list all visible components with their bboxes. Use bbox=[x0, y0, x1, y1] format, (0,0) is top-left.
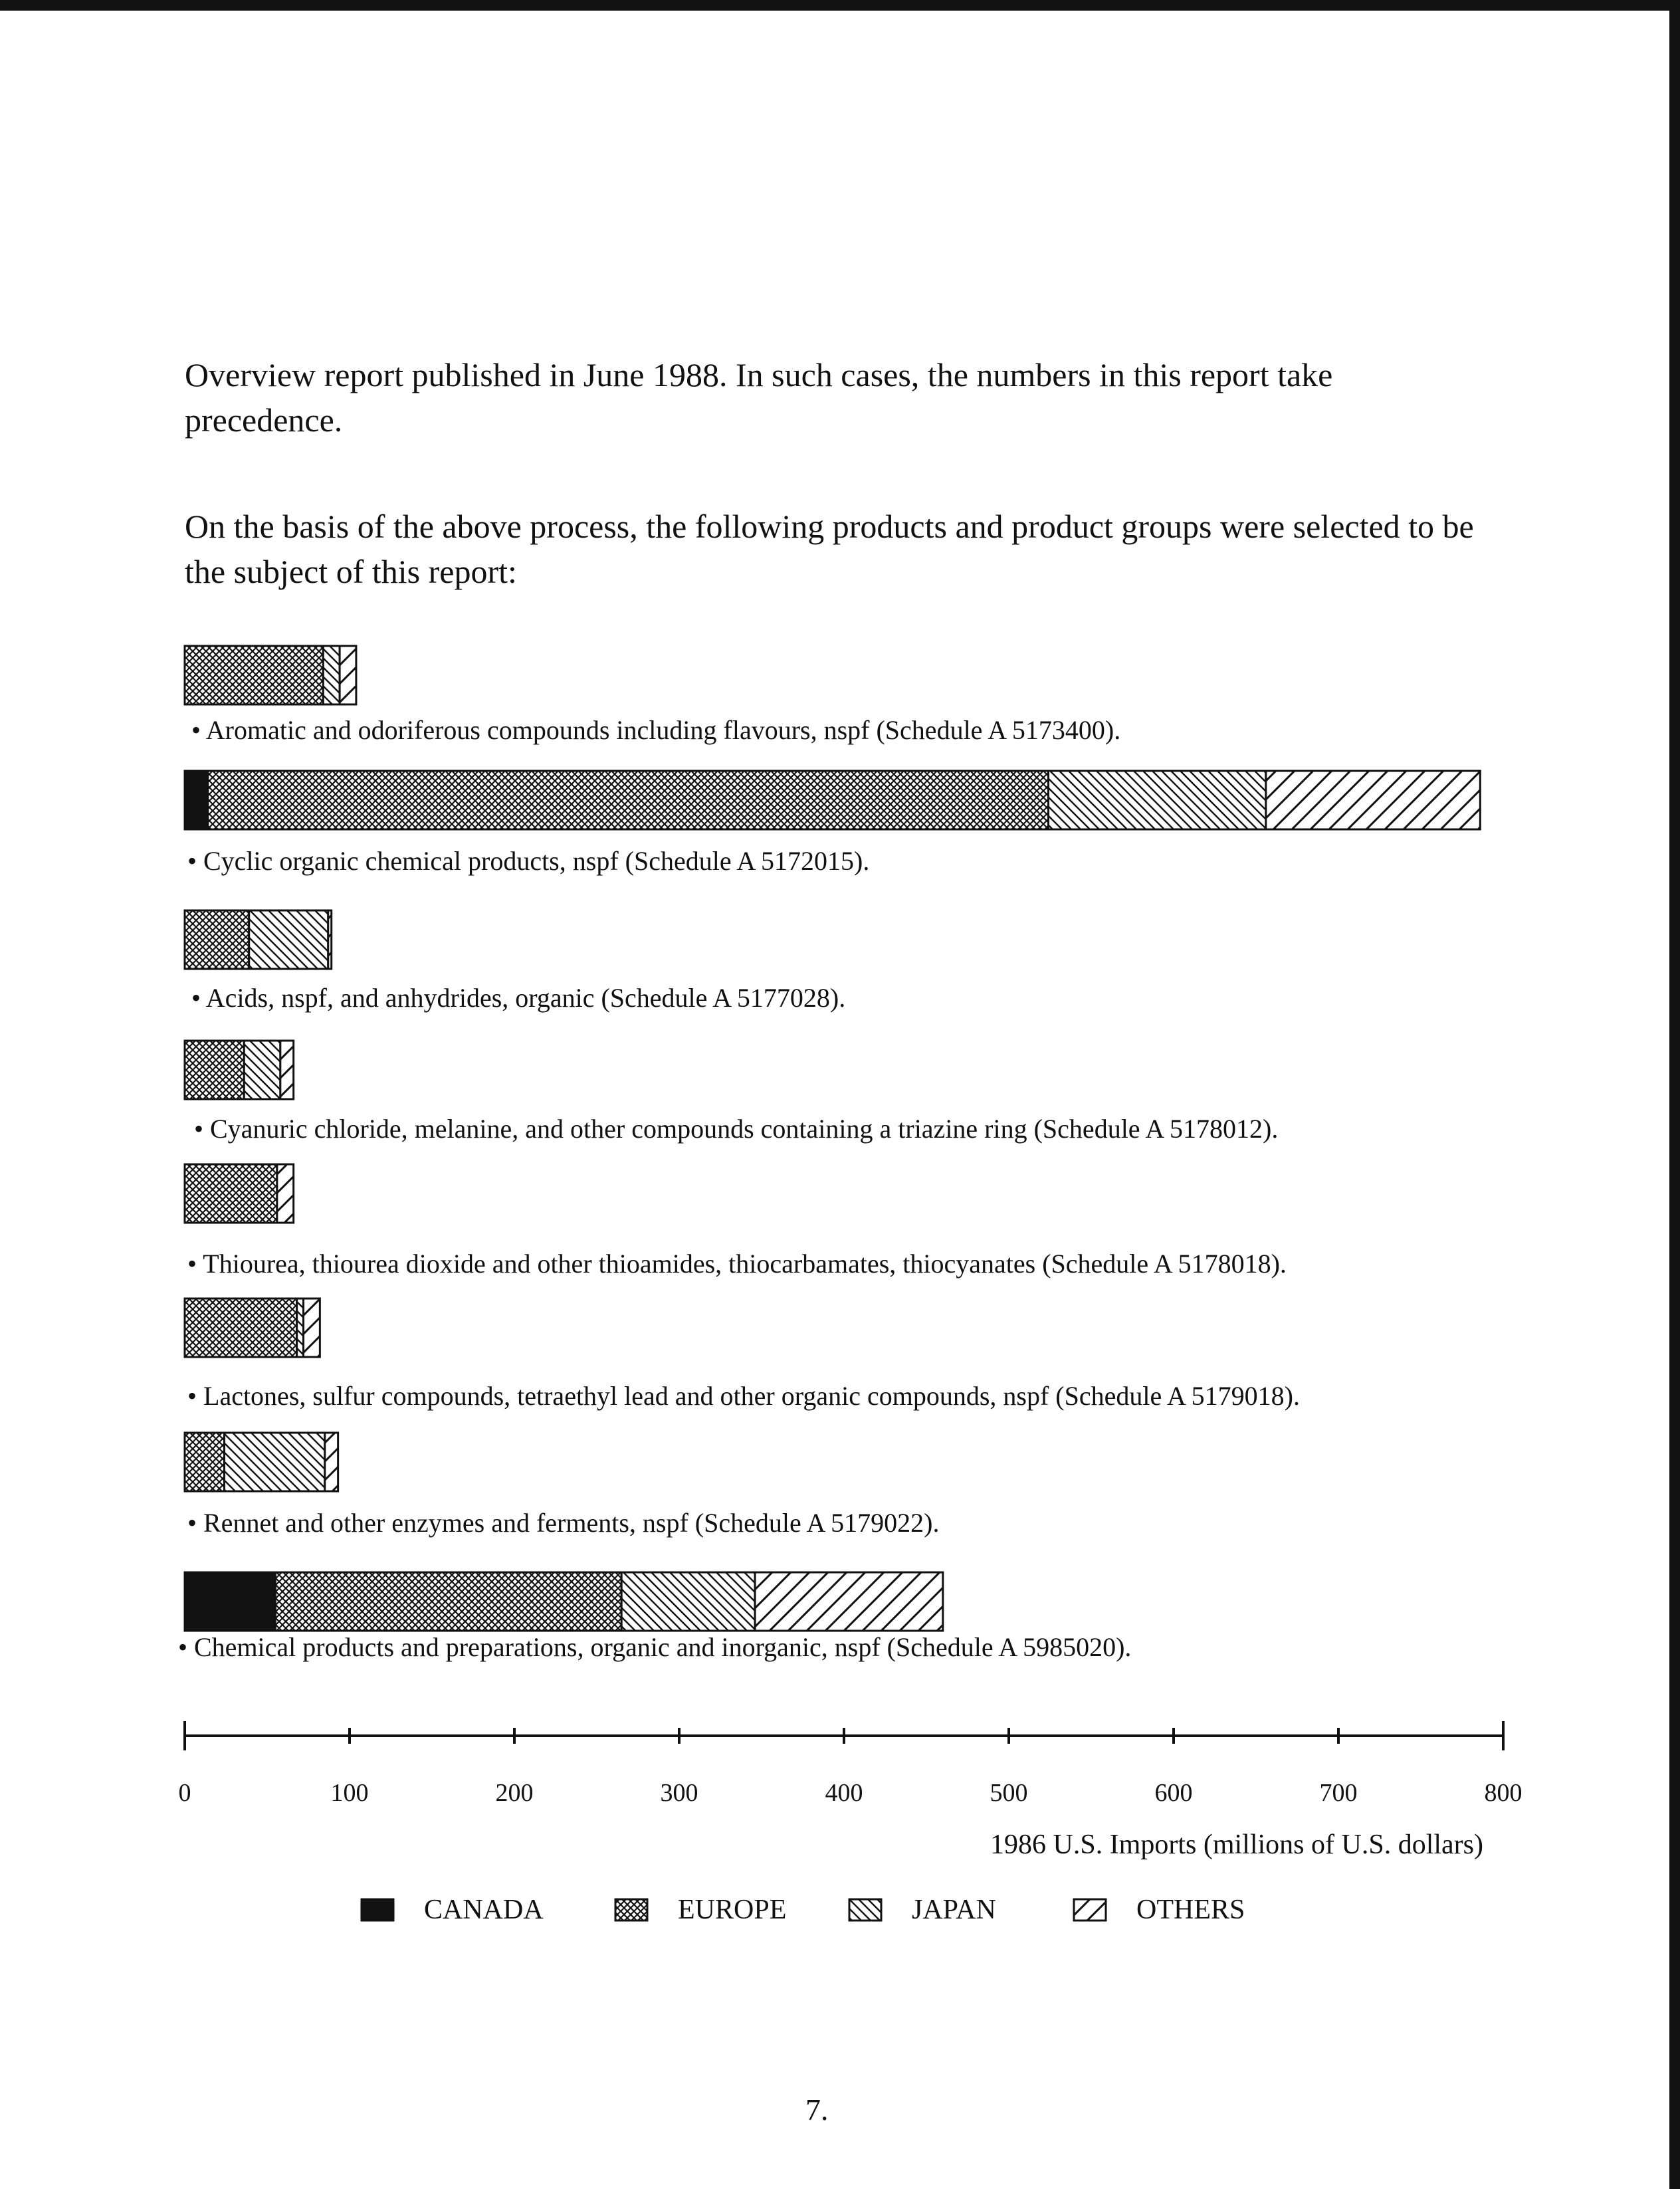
category-label-chemical: • Chemical products and preparations, organic and inorganic, nspf (Schedule A 5985020). bbox=[178, 1632, 1132, 1662]
bar-acids-others bbox=[328, 910, 332, 969]
bar-cyanuric-japan bbox=[244, 1041, 280, 1099]
bar-chemical-canada bbox=[185, 1572, 275, 1631]
bar-aromatic-europe bbox=[185, 646, 323, 704]
legend-item-japan bbox=[848, 1894, 996, 1926]
category-label-aromatic: • Aromatic and odoriferous compounds including flavours, nspf (Schedule A 5173400). bbox=[191, 715, 1121, 745]
bar-cyclic-europe bbox=[208, 771, 1049, 829]
x-tick-label-300: 300 bbox=[660, 1779, 698, 1807]
legend-swatch-canada bbox=[360, 1898, 395, 1922]
legend-label-others: OTHERS bbox=[1136, 1895, 1245, 1925]
bar-cyanuric-others bbox=[280, 1041, 294, 1099]
x-tick-label-700: 700 bbox=[1319, 1779, 1358, 1807]
bar-cyanuric-europe bbox=[185, 1041, 244, 1099]
page-number: 7. bbox=[805, 2093, 829, 2127]
x-axis bbox=[185, 1721, 1503, 1750]
bar-lactones-europe bbox=[185, 1299, 297, 1357]
x-tick-label-100: 100 bbox=[330, 1779, 369, 1807]
bar-aromatic-japan bbox=[323, 646, 340, 704]
bar-aromatic-others bbox=[340, 646, 356, 704]
legend-item-europe bbox=[614, 1894, 786, 1926]
x-tick-label-200: 200 bbox=[495, 1779, 534, 1807]
category-label-acids: • Acids, nspf, and anhydrides, organic (Schedule A 5177028). bbox=[191, 983, 846, 1013]
legend-item-canada bbox=[360, 1894, 544, 1926]
legend-item-others bbox=[1073, 1894, 1245, 1926]
legend-swatch-japan bbox=[848, 1898, 883, 1922]
category-label-cyanuric: • Cyanuric chloride, melanine, and other compounds containing a triazine ring (Schedule A 5178012). bbox=[194, 1114, 1279, 1144]
intro-paragraph: Overview report published in June 1988. In such cases, the numbers in this report take precedence. bbox=[185, 356, 1333, 439]
x-tick-label-600: 600 bbox=[1154, 1779, 1193, 1807]
bar-thiourea-others bbox=[277, 1164, 294, 1223]
bar-acids-europe bbox=[185, 910, 249, 969]
category-label-rennet: • Rennet and other enzymes and ferments, nspf (Schedule A 5179022). bbox=[187, 1508, 940, 1538]
bar-rennet-others bbox=[325, 1433, 338, 1491]
bar-cyclic-others bbox=[1266, 771, 1480, 829]
bar-cyclic-canada bbox=[185, 771, 208, 829]
category-label-lactones: • Lactones, sulfur compounds, tetraethyl lead and other organic compounds, nspf (Schedule A 5179018). bbox=[187, 1381, 1301, 1411]
bar-lactones-others bbox=[304, 1299, 320, 1357]
legend-swatch-europe bbox=[614, 1898, 649, 1922]
bar-acids-japan bbox=[249, 910, 328, 969]
x-tick-label-800: 800 bbox=[1484, 1779, 1522, 1807]
bar-rennet-japan bbox=[225, 1433, 325, 1491]
legend-label-europe: EUROPE bbox=[678, 1895, 787, 1925]
x-tick-label-0: 0 bbox=[178, 1779, 191, 1807]
legend-swatch-others bbox=[1073, 1898, 1107, 1922]
legend-label-japan: JAPAN bbox=[912, 1895, 996, 1925]
selection-paragraph: On the basis of the above process, the following products and product groups were selected to be the subject of this report: bbox=[185, 508, 1474, 590]
bar-chemical-others bbox=[755, 1572, 943, 1631]
bar-rennet-europe bbox=[185, 1433, 225, 1491]
x-tick-label-400: 400 bbox=[825, 1779, 863, 1807]
bar-chemical-japan bbox=[621, 1572, 755, 1631]
bar-chemical-europe bbox=[275, 1572, 621, 1631]
x-axis-title: 1986 U.S. Imports (millions of U.S. dollars) bbox=[990, 1829, 1483, 1860]
x-tick-label-500: 500 bbox=[990, 1779, 1028, 1807]
category-label-cyclic: • Cyclic organic chemical products, nspf (Schedule A 5172015). bbox=[187, 846, 870, 876]
category-label-thiourea: • Thiourea, thiourea dioxide and other thioamides, thiocarbamates, thiocyanates (Schedule A 5178018). bbox=[187, 1249, 1287, 1279]
bar-cyclic-japan bbox=[1049, 771, 1266, 829]
legend-label-canada: CANADA bbox=[424, 1895, 544, 1925]
bar-thiourea-europe bbox=[185, 1164, 277, 1223]
